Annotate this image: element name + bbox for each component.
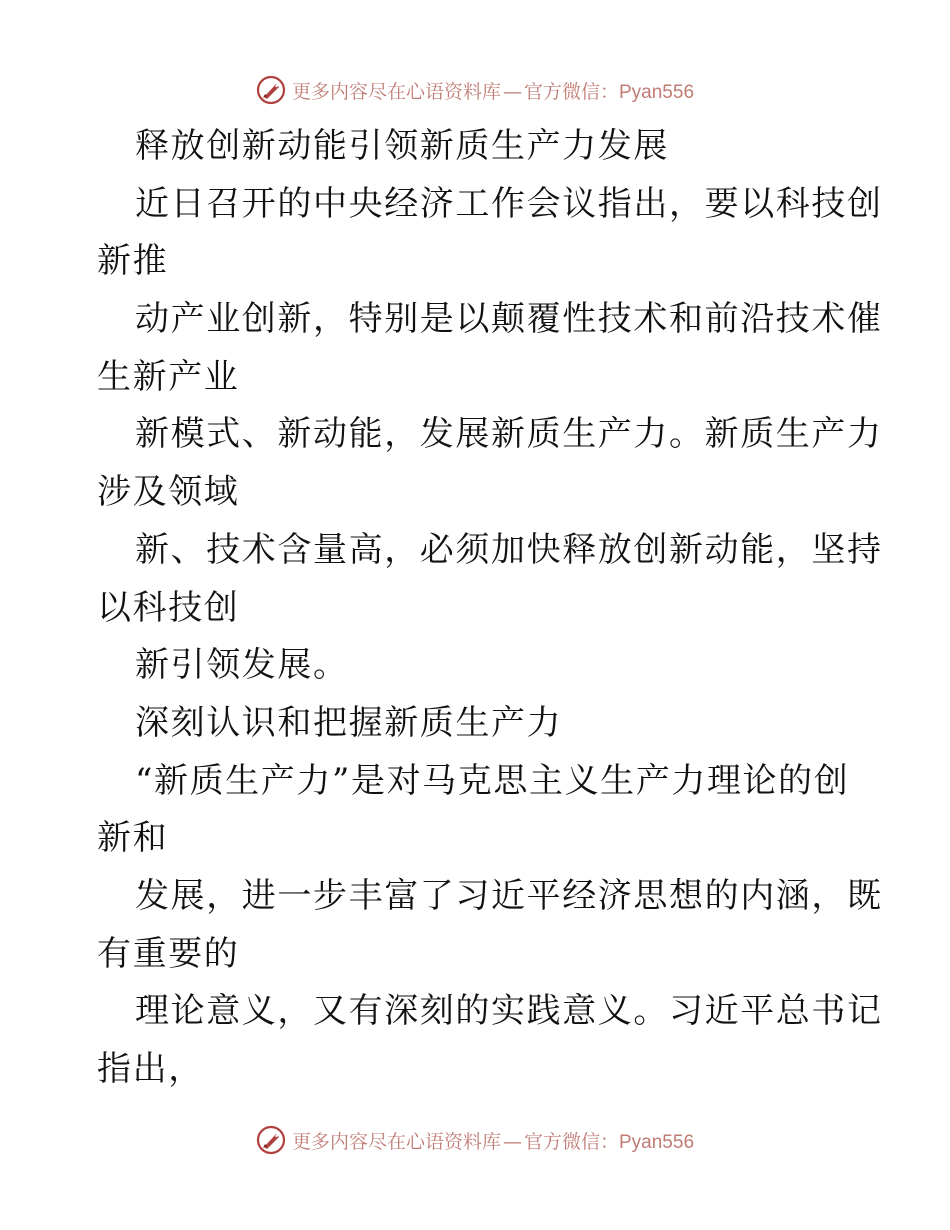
text-line: 新推 — [97, 241, 169, 282]
text-line: 释放创新动能引领新质生产力发展 — [135, 126, 669, 166]
watermark-text: 更多内容尽在心语资料库 — 官方微信：Pyan556 — [291, 1130, 695, 1153]
text-line: 涉及领域 — [97, 472, 240, 513]
text-line: 新和 — [97, 818, 169, 859]
watermark-text: 更多内容尽在心语资料库 — 官方微信：Pyan556 — [291, 80, 695, 103]
text-line: 新引领发展。 — [135, 645, 349, 686]
text-line: 生新产业 — [97, 356, 240, 397]
text-line: 以科技创 — [97, 587, 240, 628]
text-line: “新质生产力”是对马克思主义生产力理论的创 — [135, 760, 850, 801]
text-line: 近日召开的中央经济工作会议指出，要以科技创 — [135, 183, 883, 224]
text-line: 指出， — [97, 1049, 204, 1089]
pen-nib-logo-icon — [256, 1125, 286, 1155]
pen-nib-logo-icon — [256, 75, 286, 105]
header-watermark — [0, 70, 950, 110]
text-line: 动产业创新，特别是以颠覆性技术和前沿技术催 — [135, 299, 883, 340]
text-line: 有重要的 — [97, 933, 240, 974]
document-body — [97, 118, 883, 1099]
text-line: 新、技术含量高，必须加快释放创新动能，坚持 — [135, 529, 883, 570]
text-line: 发展，进一步丰富了习近平经济思想的内涵，既 — [135, 875, 883, 916]
text-line: 新模式、新动能，发展新质生产力。新质生产力 — [135, 414, 883, 455]
footer-watermark — [0, 1120, 950, 1160]
text-line: 深刻认识和把握新质生产力 — [135, 702, 563, 743]
text-line: 理论意义，又有深刻的实践意义。习近平总书记 — [135, 991, 883, 1032]
